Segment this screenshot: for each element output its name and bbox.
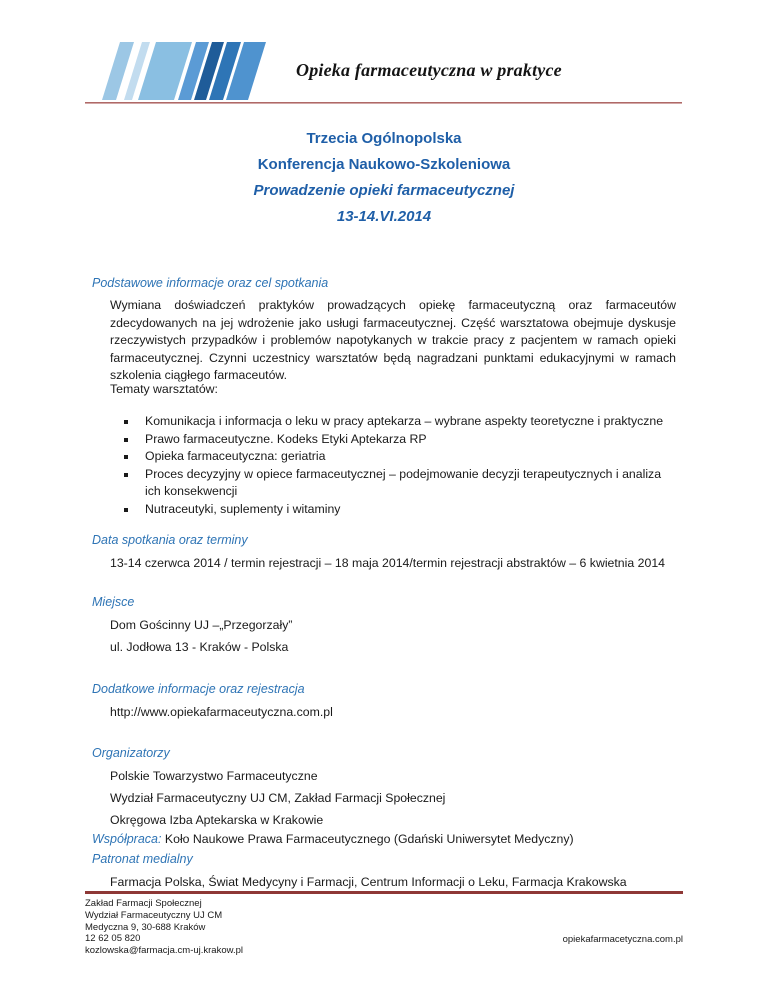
cooperation-label: Współpraca: [92, 832, 162, 846]
list-item [120, 501, 676, 519]
conference-title-line3: Prowadzenie opieki farmaceutycznej [253, 182, 515, 199]
workshop-item: Opieka farmaceutyczna: geriatria [145, 449, 326, 463]
section-heading-organizers: Organizatorzy [92, 746, 170, 760]
footer-line: Wydział Farmaceutyczny UJ CM [85, 909, 223, 921]
place-venue: Dom Gościnny UJ –„Przegorzały” [110, 618, 293, 632]
place-address: ul. Jodłowa 13 - Kraków - Polska [110, 640, 289, 654]
conference-title-line1: Trzecia Ogólnopolska [306, 130, 462, 147]
cooperation-text: Koło Naukowe Prawa Farmaceutycznego (Gdański Uniwersytet Medyczny) [161, 832, 574, 846]
section-heading-dates: Data spotkania oraz terminy [92, 533, 248, 547]
header-divider [85, 102, 682, 104]
conference-title-line2: Konferencja Naukowo-Szkoleniowa [257, 156, 511, 173]
footer-email: kozlowska@farmacja.cm-uj.krakow.pl [85, 945, 243, 957]
organizer-item: Okręgowa Izba Aptekarska w Krakowie [110, 813, 324, 827]
list-item [120, 431, 676, 449]
section-heading-registration: Dodatkowe informacje oraz rejestracja [92, 682, 305, 696]
brand-logo [96, 42, 272, 105]
organizer-item: Polskie Towarzystwo Farmaceutyczne [110, 769, 318, 783]
bullet-square-icon [124, 420, 128, 424]
section-heading-info: Podstawowe informacje oraz cel spotkania [92, 276, 329, 290]
workshop-item: Prawo farmaceutyczne. Kodeks Etyki Aptekarza RP [145, 431, 427, 446]
footer-contact-block [85, 898, 243, 957]
workshop-item: Proces decyzyjny w opiece farmaceutycznej – podejmowanie decyzji terapeutycznych i analiza ich konsekwencji [145, 466, 662, 498]
footer-website: opiekafarmacetyczna.com.pl [562, 934, 683, 945]
info-paragraph: Wymiana doświadczeń praktyków prowadzących opiekę farmaceutyczną oraz farmaceutów zdecydowanych na jej wdrożenie jako usługi farmaceutycznej. Część warsztatowa obejmuje dyskusje rzeczywistych przypadków i problemów napotykanych w trakcie pracy z pacjentem w ramach opieki farmaceutycznej. Czynni uczestnicy warsztatów będą nagradzani punktami edukacyjnymi w ramach szkolenia ciągłego farmaceutów. [110, 298, 676, 382]
registration-url-wrap [110, 704, 333, 722]
footer-line: Zakład Farmacji Społecznej [85, 898, 202, 909]
bullet-square-icon [124, 473, 128, 477]
workshops-list [120, 413, 676, 518]
patronage-text: Farmacja Polska, Świat Medycyny i Farmacji, Centrum Informacji o Leku, Farmacja Krakowska [110, 875, 627, 889]
list-item [120, 413, 676, 431]
workshops-subheading: Tematy warsztatów: [110, 382, 218, 396]
section-heading-patronage: Patronat medialny [92, 852, 193, 866]
section-heading-place: Miejsce [92, 595, 135, 609]
footer-line: Medyczna 9, 30-688 Kraków [85, 921, 206, 933]
conference-title-block [0, 126, 768, 230]
workshop-item: Komunikacja i informacja o leku w pracy aptekarza – wybrane aspekty teoretyczne i praktyczne [145, 414, 664, 428]
footer-divider [85, 891, 683, 894]
list-item [120, 448, 676, 466]
bullet-square-icon [124, 508, 128, 512]
bullet-square-icon [124, 455, 128, 459]
bullet-square-icon [124, 438, 128, 442]
conference-title-line4: 13-14.VI.2014 [336, 208, 432, 225]
workshop-item: Nutraceutyki, suplementy i witaminy [145, 501, 341, 516]
header-brand-title: Opieka farmaceutyczna w praktyce [296, 60, 562, 80]
footer-line: 12 62 05 820 [85, 933, 141, 945]
cooperation-line [92, 830, 574, 848]
dates-text: 13-14 czerwca 2014 / termin rejestracji – 18 maja 2014/termin rejestracji abstraktów – 6 kwietnia 2014 [110, 556, 665, 570]
list-item [120, 466, 676, 501]
organizer-item: Wydział Farmaceutyczny UJ CM, Zakład Farmacji Społecznej [110, 791, 446, 805]
registration-url-link[interactable]: http://www.opiekafarmaceutyczna.com.pl [110, 705, 333, 719]
